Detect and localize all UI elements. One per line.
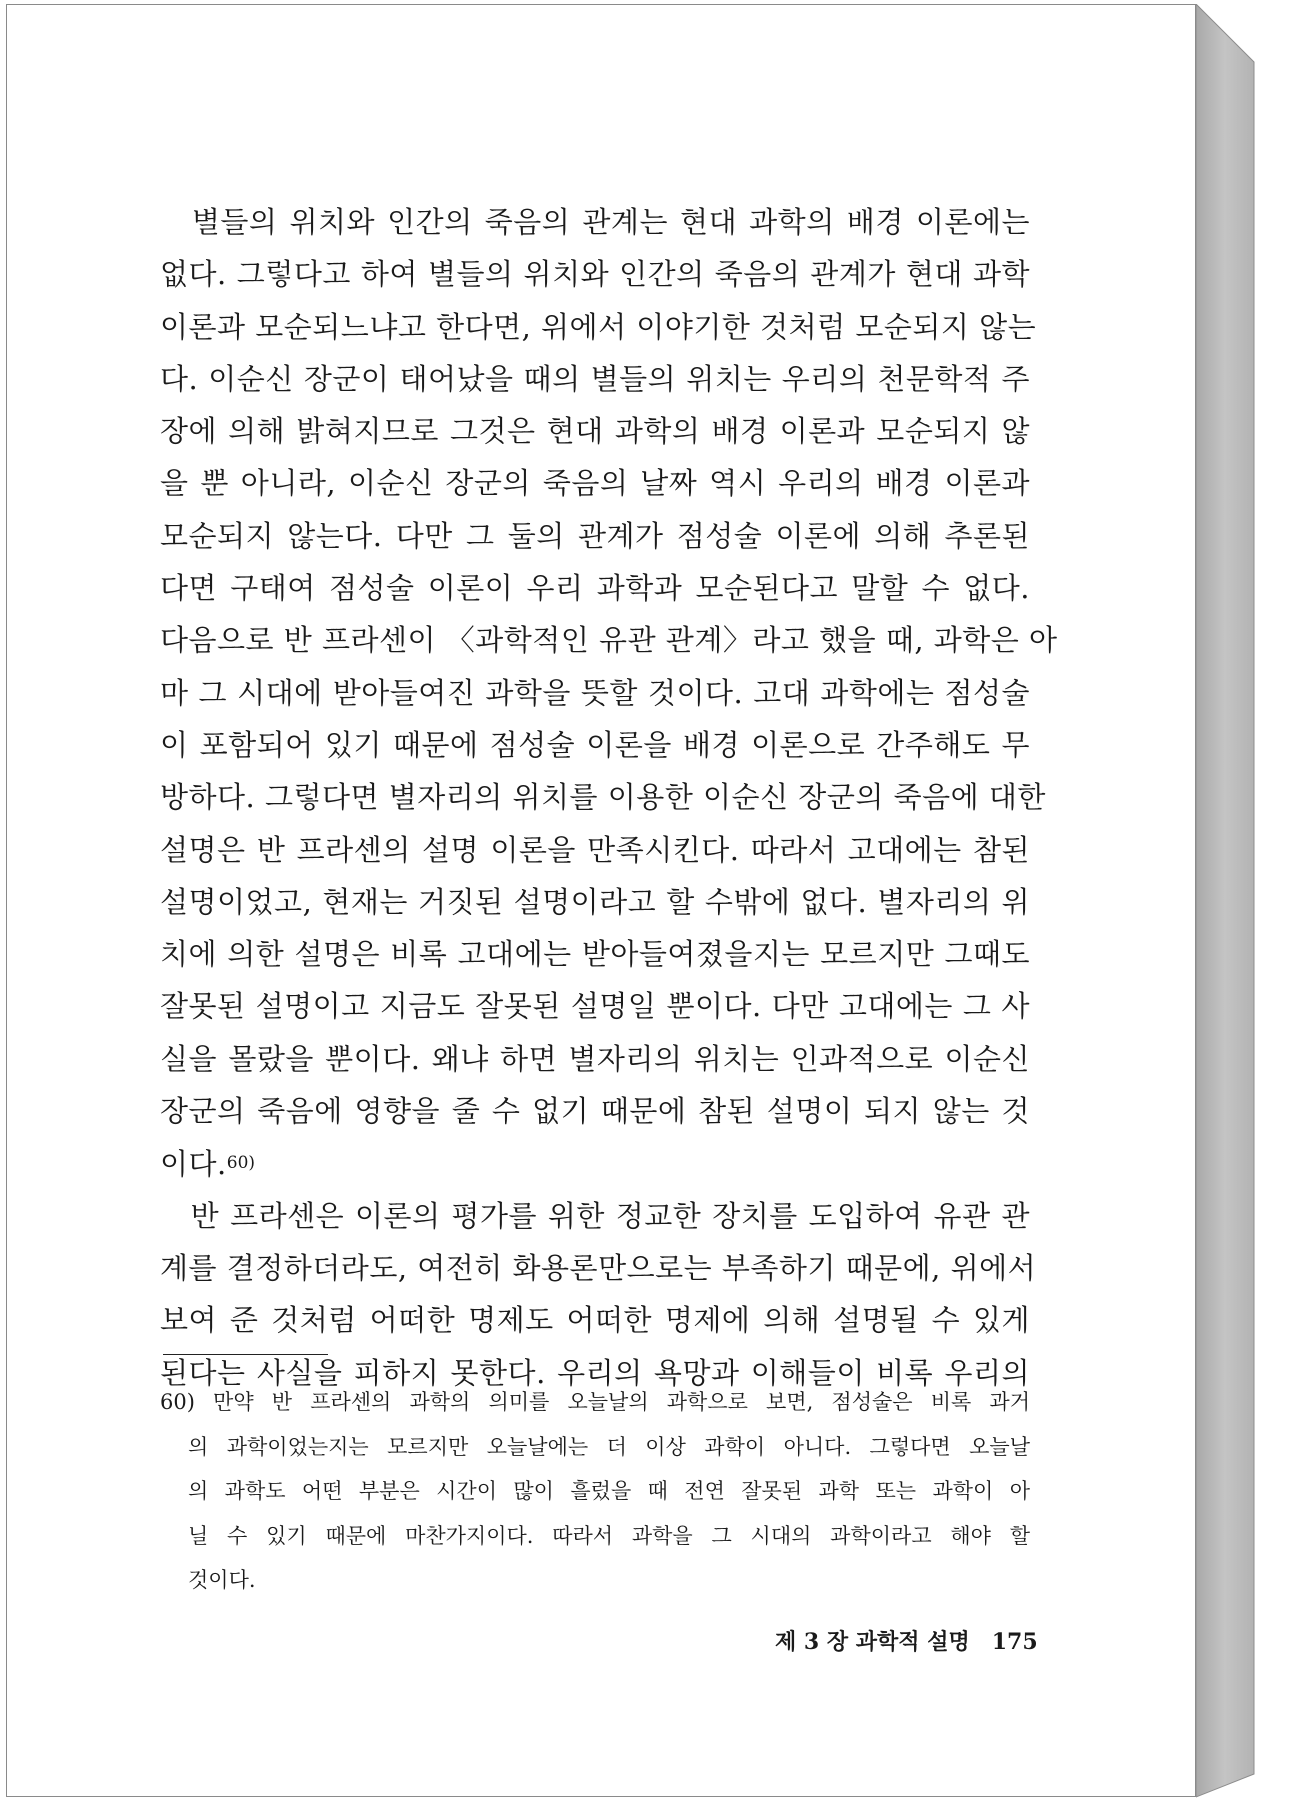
text-line: 을 뿐 아니라, 이순신 장군의 죽음의 날짜 역시 우리의 배경 이론과 xyxy=(160,466,1030,501)
text-line: 반 프라센은 이론의 평가를 위한 정교한 장치를 도입하여 유관 관 xyxy=(160,1198,1030,1233)
text-line: 장군의 죽음에 영향을 줄 수 없기 때문에 참된 설명이 되지 않는 것 xyxy=(160,1094,1030,1129)
text-line: 설명은 반 프라센의 설명 이론을 만족시킨다. 따라서 고대에는 참된 xyxy=(160,832,1030,867)
footnote-last-line: 것이다. xyxy=(188,1568,256,1592)
body-text xyxy=(160,196,1058,1399)
text-line: 치에 의한 설명은 비록 고대에는 받아들여졌을지는 모르지만 그때도 xyxy=(160,937,1030,972)
text-line: 다음으로 반 프라센이 〈과학적인 유관 관계〉라고 했을 때, 과학은 아 xyxy=(160,623,1058,658)
text-line: 방하다. 그렇다면 별자리의 위치를 이용한 이순신 장군의 죽음에 대한 xyxy=(160,780,1046,815)
text-line: 된다는 사실을 피하지 못한다. 우리의 욕망과 이해들이 비록 우리의 xyxy=(160,1355,1030,1390)
text-line: 다. 이순신 장군이 태어났을 때의 별들의 위치는 우리의 천문학적 주 xyxy=(160,361,1030,396)
text-line: 이 포함되어 있기 때문에 점성술 이론을 배경 이론으로 간주해도 무 xyxy=(160,727,1030,762)
footnote-reference[interactable]: 60) xyxy=(226,1153,256,1174)
text-line: 잘못된 설명이고 지금도 잘못된 설명일 뿐이다. 다만 고대에는 그 사 xyxy=(160,989,1030,1024)
footnote-line: 의 과학이었는지는 모르지만 오늘날에는 더 이상 과학이 아니다. 그렇다면 오늘날 xyxy=(188,1434,1030,1459)
text-line: 장에 의해 밝혀지므로 그것은 현대 과학의 배경 이론과 모순되지 않 xyxy=(160,414,1030,449)
text-line: 없다. 그렇다고 하여 별들의 위치와 인간의 죽음의 관계가 현대 과학 xyxy=(160,257,1030,292)
chapter-title: 제 3 장 과학적 설명 xyxy=(775,1629,970,1655)
paragraph-1-last-line xyxy=(160,1137,1030,1189)
footnote-line: 의 과학도 어떤 부분은 시간이 많이 흘렀을 때 전연 잘못된 과학 또는 과학이 아 xyxy=(188,1479,1030,1503)
text-line: 보여 준 것처럼 어떠한 명제도 어떠한 명제에 의해 설명될 수 있게 xyxy=(160,1303,1030,1338)
page-number: 175 xyxy=(991,1629,1038,1655)
running-footer xyxy=(775,1625,1038,1656)
book-edge-shape xyxy=(1196,4,1291,1804)
text-line: 별들의 위치와 인간의 죽음의 관계는 현대 과학의 배경 이론에는 xyxy=(160,205,1030,239)
footnote-separator xyxy=(163,1354,328,1355)
footnote-lines xyxy=(160,1425,1030,1559)
text-line: 모순되지 않는다. 다만 그 둘의 관계가 점성술 이론에 의해 추론된 xyxy=(160,518,1030,553)
footnote xyxy=(160,1380,1030,1603)
text-line: 설명이었고, 현재는 거짓된 설명이라고 할 수밖에 없다. 별자리의 위 xyxy=(160,884,1030,919)
text-line: 이론과 모순되느냐고 한다면, 위에서 이야기한 것처럼 모순되지 않는 xyxy=(160,309,1037,344)
text-line: 다면 구태여 점성술 이론이 우리 과학과 모순된다고 말할 수 없다. xyxy=(160,571,1030,606)
paragraph-2 xyxy=(160,1190,1037,1399)
paragraph-1 xyxy=(160,196,1058,1137)
text-line: 마 그 시대에 받아들여진 과학을 뜻할 것이다. 고대 과학에는 점성술 xyxy=(160,675,1030,710)
paragraph-1-last-text: 이다. xyxy=(160,1147,227,1182)
text-line: 계를 결정하더라도, 여전히 화용론만으로는 부족하기 때문에, 위에서 xyxy=(160,1250,1037,1285)
footnote-line: 닐 수 있기 때문에 마찬가지이다. 따라서 과학을 그 시대의 과학이라고 해야 할 xyxy=(188,1523,1030,1548)
text-line: 실을 몰랐을 뿐이다. 왜냐 하면 별자리의 위치는 인과적으로 이순신 xyxy=(160,1041,1030,1076)
footnote-first-line: 60) 만약 반 프라센의 과학의 의미를 오늘날의 과학으로 보면, 점성술은 비록 과거 xyxy=(160,1390,1030,1414)
